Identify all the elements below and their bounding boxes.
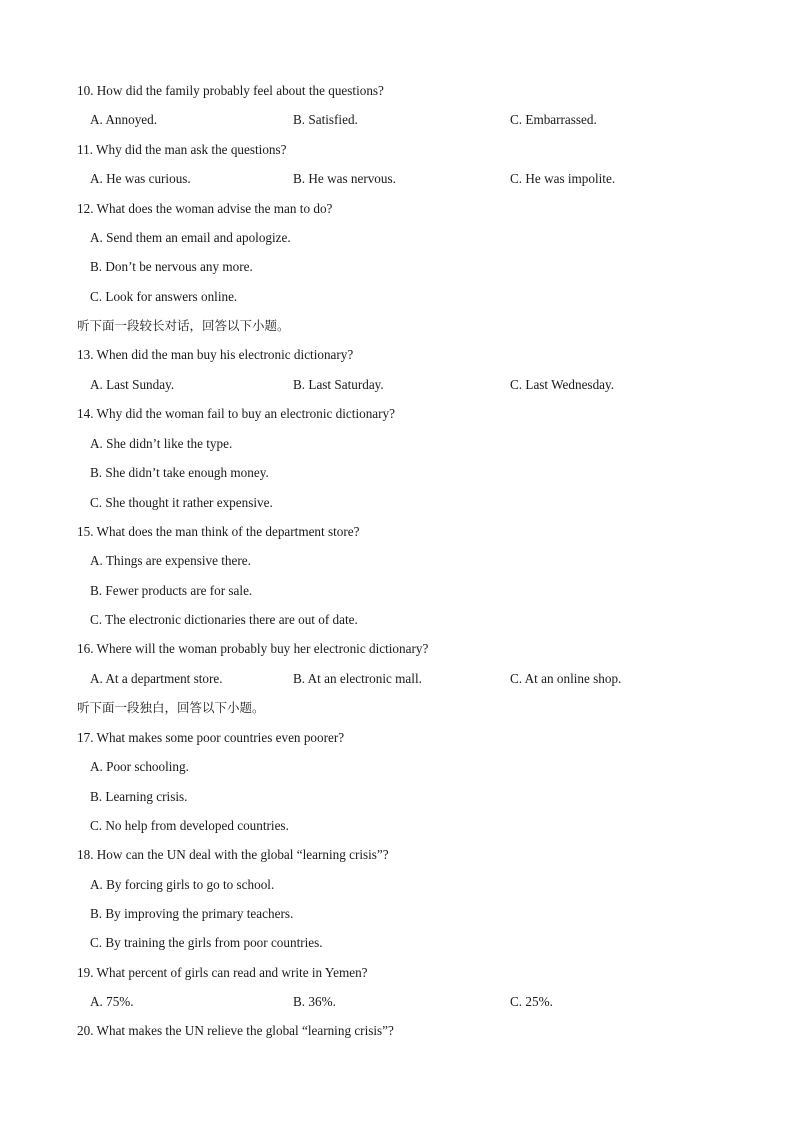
question-20-stem: 20. What makes the UN relieve the global “learning crisis”? xyxy=(77,1023,394,1038)
question-12-option-c: C. Look for answers online. xyxy=(90,289,238,304)
question-18-option-c: C. By training the girls from poor countries. xyxy=(90,935,323,950)
question-15-option-c: C. The electronic dictionaries there are out of date. xyxy=(90,612,358,627)
question-15-stem: 15. What does the man think of the department store? xyxy=(77,524,360,539)
question-10-option-b: B. Satisfied. xyxy=(293,112,358,127)
question-14-stem: 14. Why did the woman fail to buy an electronic dictionary? xyxy=(77,406,395,421)
section-instruction-dialogue: 听下面一段较长对话，回答以下小题。 xyxy=(77,318,290,333)
question-15-option-b: B. Fewer products are for sale. xyxy=(90,583,253,598)
question-19-option-b: B. 36%. xyxy=(293,994,336,1009)
question-19-option-a: A. 75%. xyxy=(90,994,134,1009)
question-16-option-a: A. At a department store. xyxy=(90,671,223,686)
question-13-option-c: C. Last Wednesday. xyxy=(510,377,615,392)
question-10-option-a: A. Annoyed. xyxy=(90,112,158,127)
question-13-stem: 13. When did the man buy his electronic dictionary? xyxy=(77,347,354,362)
question-10-option-c: C. Embarrassed. xyxy=(510,112,597,127)
question-18-stem: 18. How can the UN deal with the global “learning crisis”? xyxy=(77,847,389,862)
question-14-option-a: A. She didn’t like the type. xyxy=(90,436,233,451)
question-11-option-c: C. He was impolite. xyxy=(510,171,616,186)
question-16-option-b: B. At an electronic mall. xyxy=(293,671,422,686)
question-12-option-b: B. Don’t be nervous any more. xyxy=(90,259,253,274)
question-17-option-c: C. No help from developed countries. xyxy=(90,818,289,833)
question-19-option-c: C. 25%. xyxy=(510,994,553,1009)
question-12-option-a: A. Send them an email and apologize. xyxy=(90,230,291,245)
question-14-option-b: B. She didn’t take enough money. xyxy=(90,465,269,480)
question-11-option-a: A. He was curious. xyxy=(90,171,191,186)
question-18-option-a: A. By forcing girls to go to school. xyxy=(90,877,275,892)
question-16-stem: 16. Where will the woman probably buy her electronic dictionary? xyxy=(77,641,429,656)
section-instruction-monologue: 听下面一段独白，回答以下小题。 xyxy=(77,700,265,715)
question-17-option-a: A. Poor schooling. xyxy=(90,759,189,774)
question-12-stem: 12. What does the woman advise the man to do? xyxy=(77,201,333,216)
question-19-stem: 19. What percent of girls can read and write in Yemen? xyxy=(77,965,368,980)
question-16-option-c: C. At an online shop. xyxy=(510,671,622,686)
question-13-option-a: A. Last Sunday. xyxy=(90,377,175,392)
question-13-option-b: B. Last Saturday. xyxy=(293,377,384,392)
question-11-stem: 11. Why did the man ask the questions? xyxy=(77,142,287,157)
question-18-option-b: B. By improving the primary teachers. xyxy=(90,906,294,921)
question-15-option-a: A. Things are expensive there. xyxy=(90,553,251,568)
question-17-option-b: B. Learning crisis. xyxy=(90,789,188,804)
question-10-stem: 10. How did the family probably feel about the questions? xyxy=(77,83,384,98)
question-14-option-c: C. She thought it rather expensive. xyxy=(90,495,273,510)
question-17-stem: 17. What makes some poor countries even poorer? xyxy=(77,730,345,745)
question-11-option-b: B. He was nervous. xyxy=(293,171,396,186)
